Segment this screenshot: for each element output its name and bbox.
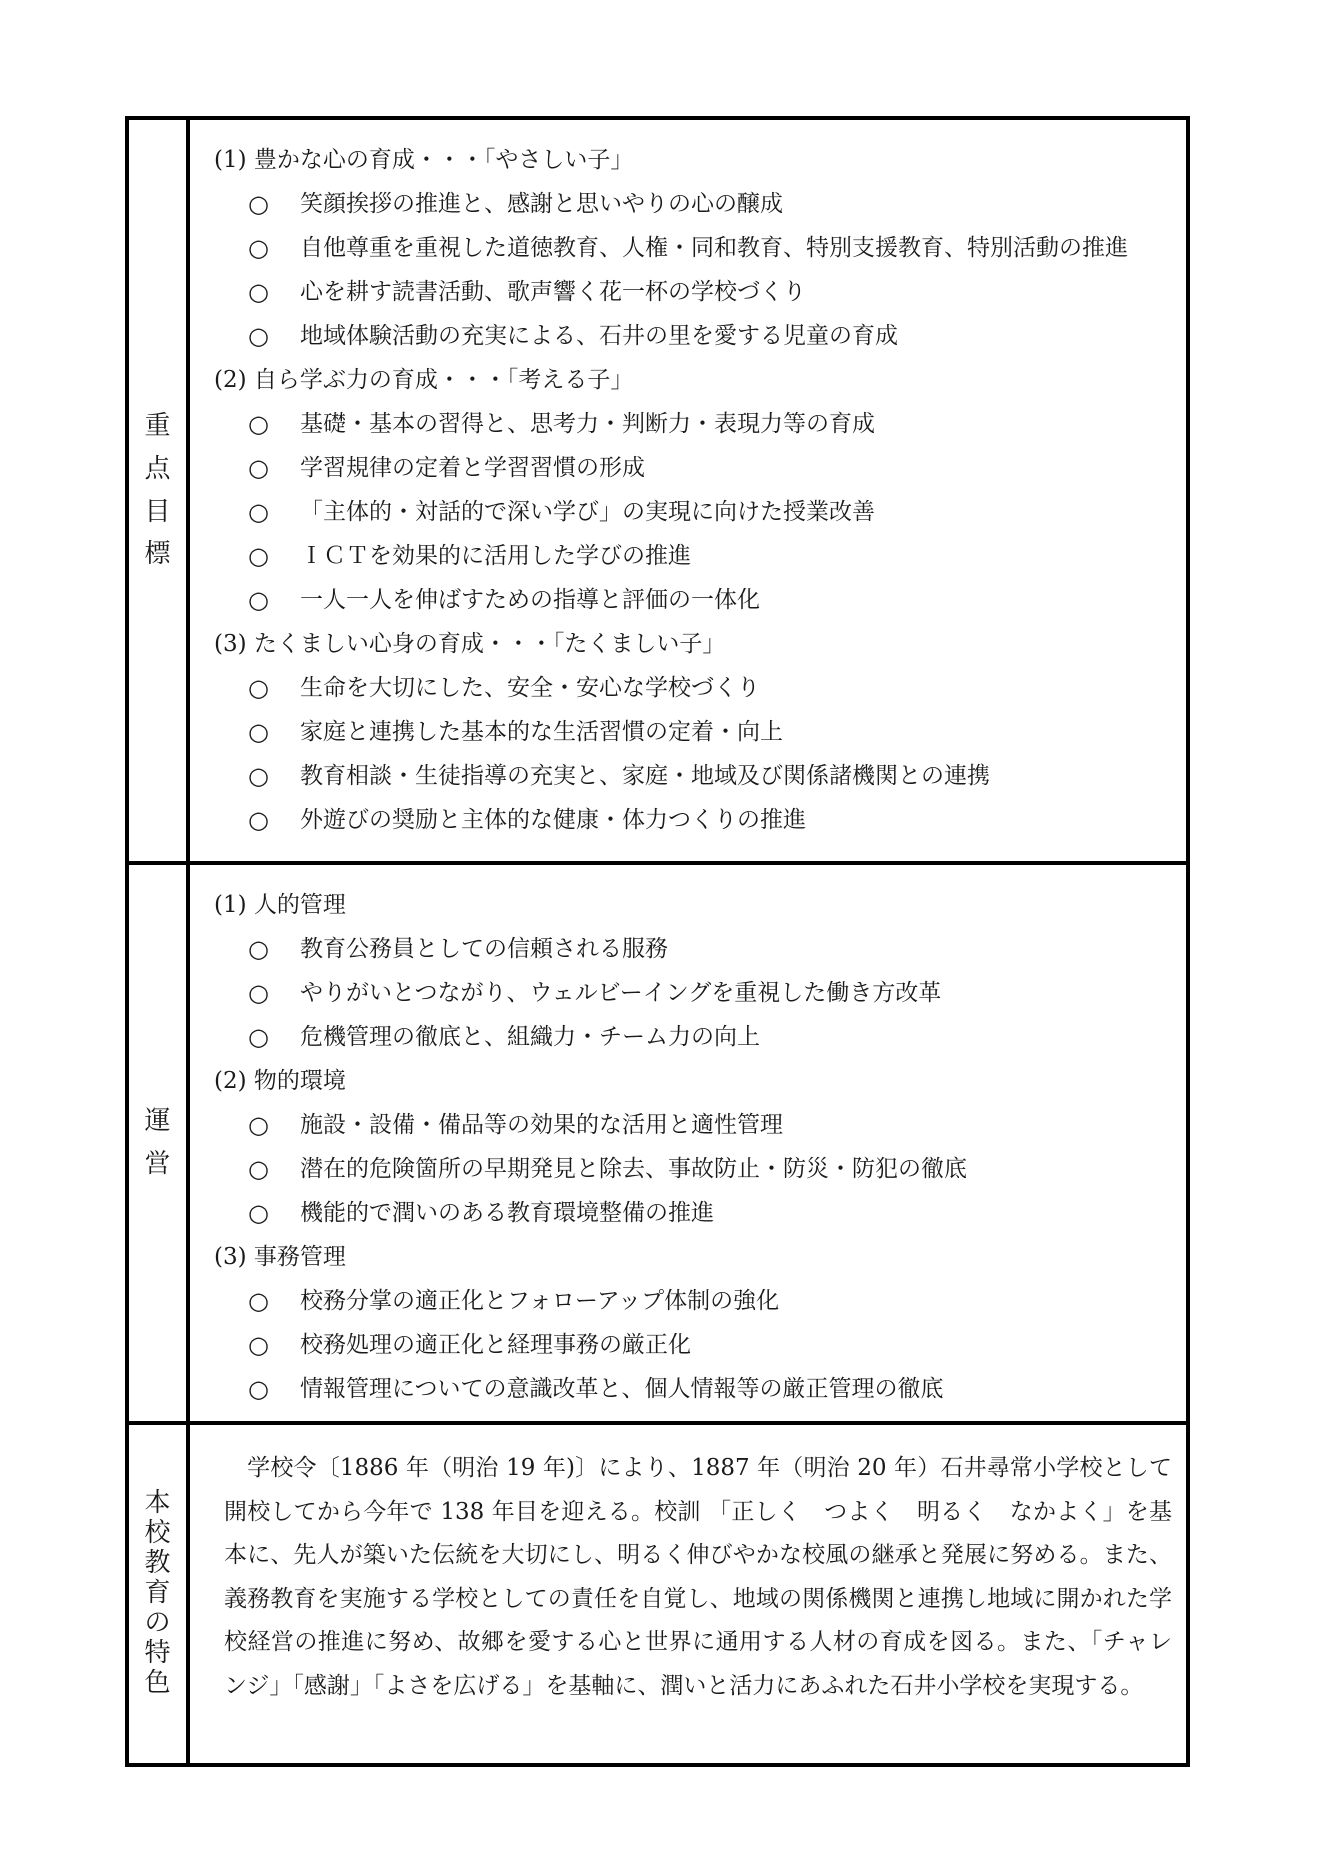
label-char: 目 [144, 496, 171, 527]
list-item-text: 基礎・基本の習得と、思考力・判断力・表現力等の育成 [300, 411, 875, 437]
list-item [214, 534, 1172, 578]
list-item-text: 家庭と連携した基本的な生活習慣の定着・向上 [300, 719, 783, 745]
list-item-text: やりがいとつながり、ウェルビーイングを重視した働き方改革 [300, 980, 942, 1006]
circle-bullet-icon: ○ [248, 542, 269, 570]
list-item-text: 笑顔挨拶の推進と、感謝と思いやりの心の醸成 [300, 191, 783, 217]
section-label-management [129, 865, 190, 1421]
list-item [214, 446, 1172, 490]
list-item [214, 798, 1172, 842]
section-content-priority-goals [190, 120, 1186, 861]
list-item [214, 226, 1172, 270]
circle-bullet-icon: ○ [248, 674, 269, 702]
list-item [214, 666, 1172, 710]
school-plan-table [125, 116, 1190, 1767]
list-item-text: 校務処理の適正化と経理事務の厳正化 [300, 1332, 691, 1358]
list-item-text: 機能的で潤いのある教育環境整備の推進 [300, 1200, 714, 1226]
circle-bullet-icon: ○ [248, 718, 269, 746]
circle-bullet-icon: ○ [248, 1111, 269, 1139]
label-char: 校 [144, 1518, 171, 1549]
list-item-text: 外遊びの奨励と主体的な健康・体力つくりの推進 [300, 807, 806, 833]
circle-bullet-icon: ○ [248, 806, 269, 834]
circle-bullet-icon: ○ [248, 1375, 269, 1403]
group-heading: (1) 豊かな心の育成・・・「やさしい子」 [214, 147, 634, 173]
circle-bullet-icon: ○ [248, 1287, 269, 1315]
list-item-text: 心を耕す読書活動、歌声響く花一杯の学校づくり [300, 279, 806, 305]
list-item [214, 182, 1172, 226]
list-item [214, 402, 1172, 446]
circle-bullet-icon: ○ [248, 410, 269, 438]
section-school-characteristics [129, 1425, 1186, 1763]
list-item [214, 1147, 1172, 1191]
list-item [214, 1367, 1172, 1411]
label-char: 教 [144, 1548, 171, 1579]
circle-bullet-icon: ○ [248, 1199, 269, 1227]
label-char: 色 [144, 1667, 171, 1698]
label-char: 育 [144, 1578, 171, 1609]
section-label-school-characteristics [129, 1425, 190, 1763]
section-content-management [190, 865, 1186, 1421]
list-item-text: 地域体験活動の充実による、石井の里を愛する児童の育成 [300, 323, 898, 349]
list-item [214, 1279, 1172, 1323]
list-item-text: 一人一人を伸ばすための指導と評価の一体化 [300, 587, 760, 613]
list-item [214, 1103, 1172, 1147]
section-label-priority-goals [129, 120, 190, 861]
label-char: 本 [144, 1488, 171, 1519]
list-item [214, 270, 1172, 314]
list-item-text: ＩＣＴを効果的に活用した学びの推進 [300, 543, 691, 569]
label-char: 点 [144, 453, 171, 484]
list-item-text: 自他尊重を重視した道徳教育、人権・同和教育、特別支援教育、特別活動の推進 [300, 235, 1128, 261]
list-item [214, 1323, 1172, 1367]
list-item-text: 施設・設備・備品等の効果的な活用と適性管理 [300, 1112, 783, 1138]
list-item-text: 危機管理の徹底と、組織力・チーム力の向上 [300, 1024, 760, 1050]
list-item [214, 314, 1172, 358]
section-priority-goals [129, 120, 1186, 865]
list-item-text: 教育公務員としての信頼される服務 [300, 936, 668, 962]
list-item [214, 1191, 1172, 1235]
list-item [214, 578, 1172, 622]
list-item-text: 潜在的危険箇所の早期発見と除去、事故防止・防災・防犯の徹底 [300, 1156, 967, 1182]
group-heading: (3) たくましい心身の育成・・・「たくましい子」 [214, 631, 726, 657]
circle-bullet-icon: ○ [248, 190, 269, 218]
circle-bullet-icon: ○ [248, 1331, 269, 1359]
list-item [214, 490, 1172, 534]
group-heading: (2) 自ら学ぶ力の育成・・・「考える子」 [214, 367, 634, 393]
list-item [214, 1015, 1172, 1059]
circle-bullet-icon: ○ [248, 1023, 269, 1051]
circle-bullet-icon: ○ [248, 234, 269, 262]
group-heading: (1) 人的管理 [214, 892, 346, 918]
circle-bullet-icon: ○ [248, 1155, 269, 1183]
list-item-text: 学習規律の定着と学習習慣の形成 [300, 455, 645, 481]
list-item-text: 教育相談・生徒指導の充実と、家庭・地域及び関係諸機関との連携 [300, 763, 990, 789]
list-item-text: 「主体的・対話的で深い学び」の実現に向けた授業改善 [300, 499, 875, 525]
circle-bullet-icon: ○ [248, 454, 269, 482]
circle-bullet-icon: ○ [248, 498, 269, 526]
circle-bullet-icon: ○ [248, 586, 269, 614]
label-char: の [144, 1607, 171, 1638]
circle-bullet-icon: ○ [248, 762, 269, 790]
circle-bullet-icon: ○ [248, 935, 269, 963]
characteristics-paragraph [214, 1443, 1172, 1708]
circle-bullet-icon: ○ [248, 278, 269, 306]
list-item-text: 情報管理についての意識改革と、個人情報等の厳正管理の徹底 [300, 1376, 944, 1402]
label-char: 特 [144, 1637, 171, 1668]
circle-bullet-icon: ○ [248, 322, 269, 350]
list-item-text: 生命を大切にした、安全・安心な学校づくり [300, 675, 760, 701]
circle-bullet-icon: ○ [248, 979, 269, 1007]
list-item [214, 971, 1172, 1015]
list-item-text: 校務分掌の適正化とフォローアップ体制の強化 [300, 1288, 780, 1314]
label-char: 営 [144, 1149, 171, 1179]
label-char: 重 [144, 410, 171, 441]
group-heading: (2) 物的環境 [214, 1068, 346, 1094]
group-heading: (3) 事務管理 [214, 1244, 346, 1270]
section-management [129, 865, 1186, 1425]
section-content-school-characteristics [190, 1425, 1186, 1763]
list-item [214, 710, 1172, 754]
label-char: 標 [144, 539, 171, 570]
label-char: 運 [144, 1106, 171, 1137]
characteristics-text: 学校令〔1886 年（明治 19 年)〕により、1887 年（明治 20 年）石井尋常小学校として開校してから今年で 138 年目を迎える。校訓 「正しく つよく 明るく なかよく」を基本に、先人が築いた伝統を大切にし、明るく伸びやかな校風の継承と発展に努める。また、義務教育を実施する学校としての責任を自覚し、地域の関係機関と連携し地域に開かれた学校経営の推進に努め、故郷を愛する心と世界に通用する人材の育成を図る。また、「チャレンジ」「感謝」「よさを広げる」を基軸に、潤いと活力にあふれた石井小学校を実現する。 [224, 1455, 1172, 1699]
list-item [214, 927, 1172, 971]
list-item [214, 754, 1172, 798]
